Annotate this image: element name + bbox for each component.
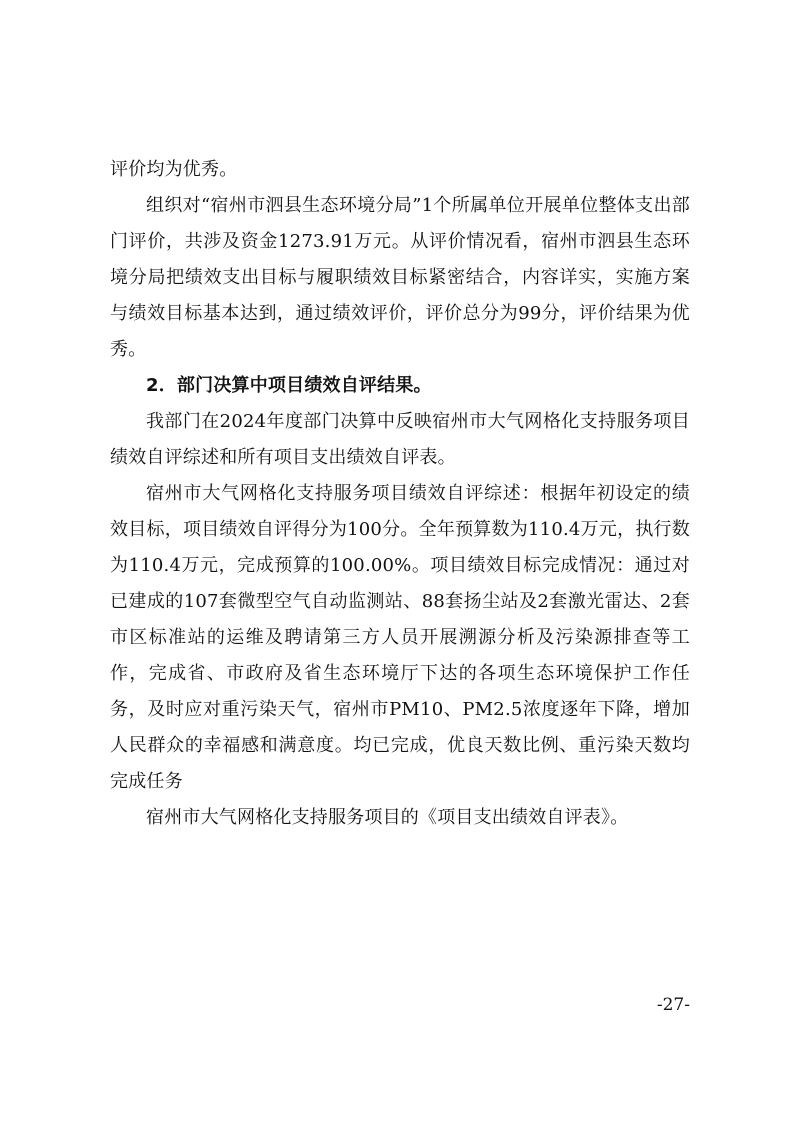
section-heading: 2．部门决算中项目绩效自评结果。 (146, 375, 432, 396)
document-body (110, 152, 690, 836)
paragraph-self-evaluation-table: 宿州市大气网格化支持服务项目的《项目支出绩效自评表》。 (146, 807, 629, 828)
paragraph-continuation: 评价均为优秀。 (110, 159, 238, 180)
paragraph-unit-evaluation: 组织对“宿州市泗县生态环境分局”1个所属单位开展单位整体支出部门评价，共涉及资金1273.91万元。从评价情况看，宿州市泗县生态环境分局把绩效支出目标与履职绩效目标紧密结合，内容详实，实施方案与绩效目标基本达到，通过绩效评价，评价总分为99分，评价结果为优秀。 (110, 195, 690, 360)
paragraph-project-summary: 宿州市大气网格化支持服务项目绩效自评综述：根据年初设定的绩效目标，项目绩效自评得分为100分。全年预算数为110.4万元，执行数为110.4万元，完成预算的100.00%。项目绩效目标完成情况：通过对已建成的107套微型空气自动监测站、88套扬尘站及2套激光雷达、2套市区标准站的运维及聘请第三方人员开展溯源分析及污染源排查等工作，完成省、市政府及省生态环境厅下达的各项生态环境保护工作任务，及时应对重污染天气，宿州市PM10、PM2.5浓度逐年下降，增加人民群众的幸福感和满意度。均已完成，优良天数比例、重污染天数均完成任务 (110, 483, 690, 792)
paragraph-final-accounts: 我部门在2024年度部门决算中反映宿州市大气网格化支持服务项目绩效自评综述和所有项目支出绩效自评表。 (110, 411, 690, 468)
page-number: -27- (656, 995, 690, 1015)
